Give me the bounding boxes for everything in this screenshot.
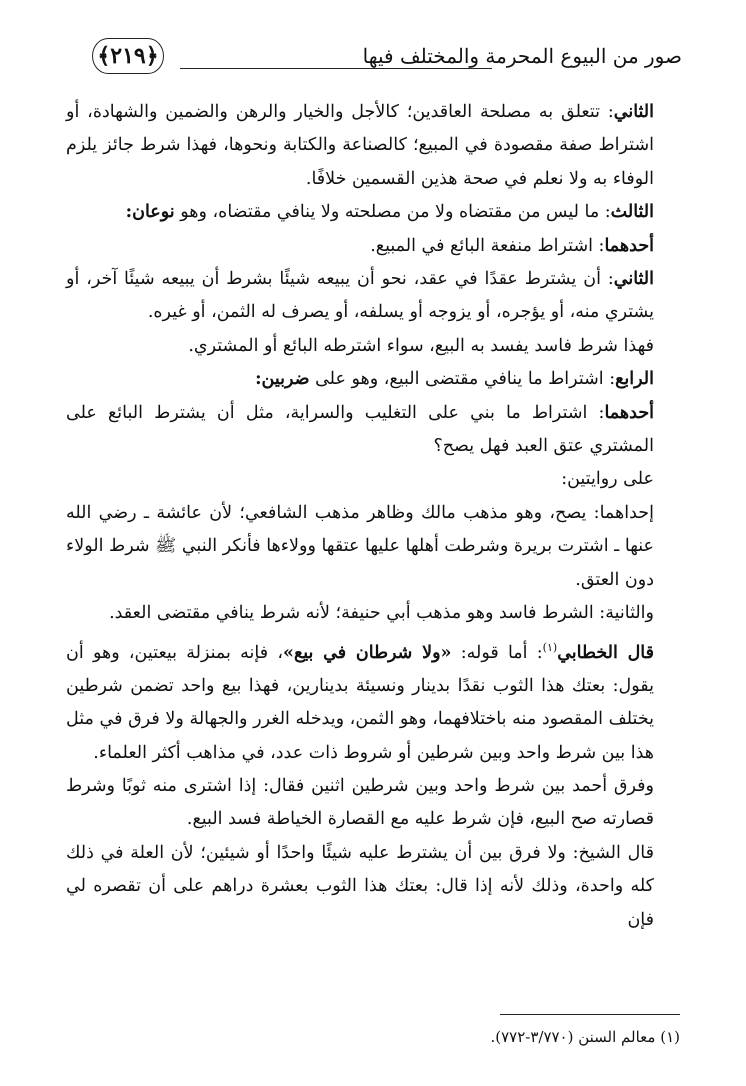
paragraph-lead: الثالث <box>610 202 654 223</box>
paragraph <box>66 330 680 363</box>
paragraph-lead: الثاني <box>613 102 654 122</box>
paragraph-text: فهذا شرط فاسد يفسد به البيع، سواء اشترطه البائع أو المشتري. <box>188 335 654 356</box>
paragraph-lead: قال الخطابي <box>557 642 655 663</box>
paragraph <box>66 263 680 330</box>
paragraph-lead: الرابع <box>615 369 654 390</box>
paragraph <box>66 397 680 464</box>
paragraph-text: : اشتراط منفعة البائع في المبيع. <box>370 235 605 256</box>
paragraph-text: : ما ليس من مقتضاه ولا من مصلحته ولا ينافي مقتضاه، وهو <box>174 202 611 223</box>
paragraph-text: قال الشيخ: ولا فرق بين أن يشترط عليه شيئًا واحدًا أو شيئين؛ لأن العلة في ذلك كله واحدة، وذلك لأنه إذا قال: بعتك هذا الثوب بعشرة دراهم على أن تقصره لي فإن <box>66 842 654 930</box>
paragraph-text: : أما قوله: <box>451 642 543 663</box>
paragraph <box>66 631 680 770</box>
paragraph-lead: أحدهما <box>604 235 654 256</box>
running-title: صور من البيوع المحرمة والمختلف فيها <box>362 44 682 68</box>
footnote-rule <box>500 1014 680 1015</box>
paragraph <box>66 463 680 496</box>
page-number: ﴿٢١٩﴾ <box>92 38 164 74</box>
page-header <box>92 38 682 86</box>
footnote-marker: (١) <box>542 640 558 654</box>
paragraph <box>66 363 680 396</box>
paragraph-text: ، فإنه بمنزلة بيعتين، وهو أن يقول: بعتك هذا الثوب نقدًا بدينار ونسيئة بدينارين، فهذا بيع واحد تضمن شرطين يختلف المقصود منه باختلافهما، وهو الثمن، ويدخله الغرر والجهالة ولا فرق في مثل هذا بين شرط واحد وبين شرطين أو شروط ذات عدد، في مذاهب أكثر العلماء. <box>66 642 654 763</box>
paragraph <box>66 837 680 937</box>
paragraph-lead: الثاني <box>613 269 654 290</box>
paragraph-text: : اشتراط ما بني على التغليب والسراية، مثل أن يشترط البائع على المشتري عتق العبد فهل يصح؟ <box>66 402 654 457</box>
paragraph-text: إحداهما: يصح، وهو مذهب مالك وظاهر مذهب الشافعي؛ لأن عائشة ـ رضي الله عنها ـ اشترت بريرة وشرطت أهلها عليها عتقها وولاءها فأنكر النبي ﷺ شرط الولاء دون العتق. <box>66 502 654 590</box>
footnote: (١) معالم السنن (٣/٧٧٠-٧٧٢). <box>490 1028 680 1046</box>
page-body <box>66 96 680 937</box>
paragraph <box>66 230 680 263</box>
hadith-quote: «ولا شرطان في بيع» <box>283 642 452 663</box>
paragraph-tail: نوعان: <box>125 202 175 223</box>
paragraph-text: والثانية: الشرط فاسد وهو مذهب أبي حنيفة؛ لأنه شرط ينافي مقتضى العقد. <box>109 603 654 624</box>
paragraph <box>66 497 680 597</box>
paragraph-text: : أن يشترط عقدًا في عقد، نحو أن يبيعه شيئًا بشرط أن يبيعه شيئًا آخر، أو يشتري منه، أو يؤجره، أو يزوجه أو يسلفه، أو يصرف له الثمن، أو غيره. <box>66 269 654 323</box>
paragraph-text: : اشتراط ما ينافي مقتضى البيع، وهو على <box>309 369 616 390</box>
paragraph <box>66 770 680 837</box>
paragraph-text: على روايتين: <box>561 469 654 490</box>
paragraph-lead: أحدهما <box>604 402 654 423</box>
header-rule <box>180 68 492 69</box>
paragraph-tail: ضربين: <box>255 369 310 390</box>
paragraph <box>66 96 680 196</box>
paragraph <box>66 597 680 630</box>
paragraph-text: وفرق أحمد بين شرط واحد وبين شرطين اثنين فقال: إذا اشترى منه ثوبًا وشرط قصارته صح البيع، فإن شرط عليه مع القصارة الخياطة فسد البيع. <box>66 775 654 830</box>
paragraph <box>66 196 680 229</box>
paragraph-text: : تتعلق به مصلحة العاقدين؛ كالأجل والخيار والرهن والضمين والشهادة، أو اشتراط صفة مقصودة في المبيع؛ كالصناعة والكتابة ونحوها، فهذا شرط جائز يلزم الوفاء به ولا نعلم في صحة هذين القسمين خلافًا. <box>66 102 654 189</box>
